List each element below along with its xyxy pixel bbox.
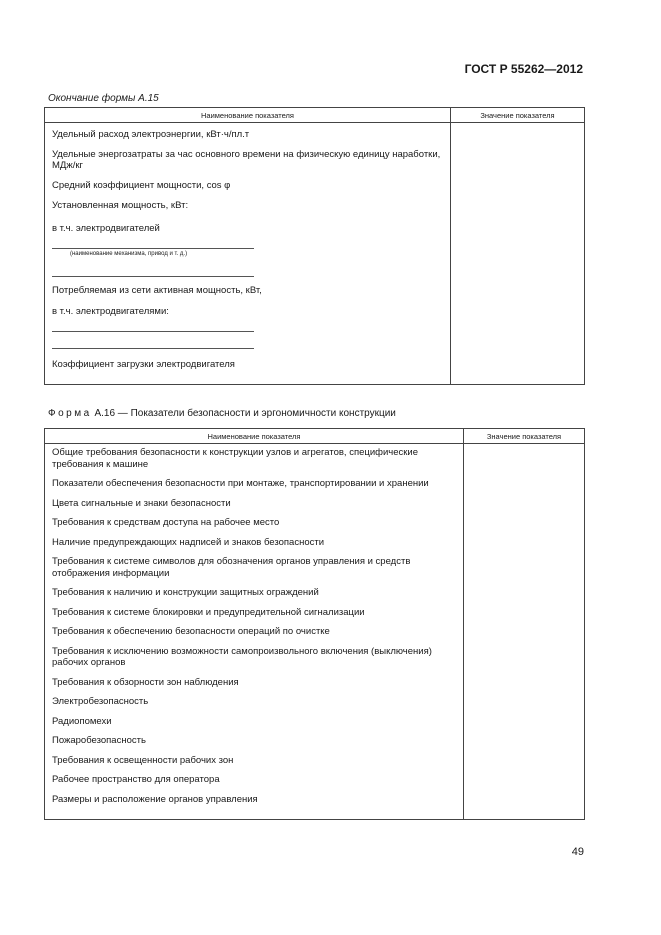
page-number: 49 bbox=[571, 846, 584, 858]
list-item: Размеры и расположение органов управления bbox=[52, 793, 258, 805]
list-item: Требования к системе блокировки и предупредительной сигнализации bbox=[52, 606, 365, 618]
blank-fill-line bbox=[52, 348, 254, 349]
list-item: Потребляемая из сети активная мощность, кВт, bbox=[52, 285, 262, 296]
standard-number: ГОСТ Р 55262—2012 bbox=[464, 62, 583, 76]
list-item: Требования к обзорности зон наблюдения bbox=[52, 676, 239, 688]
list-item: в т.ч. электродвигателями: bbox=[52, 305, 169, 317]
blank-fill-line bbox=[52, 331, 254, 332]
col-header-name: Наименование показателя bbox=[45, 429, 464, 444]
list-item: Удельные энергозатраты за час основного времени на физическую единицу наработки, МДж/кг bbox=[52, 148, 441, 171]
list-item: Требования к средствам доступа на рабочее место bbox=[52, 517, 280, 528]
blank-fill-line bbox=[52, 276, 254, 277]
list-item: Средний коэффициент мощности, cos φ bbox=[52, 179, 231, 191]
form-a16-caption bbox=[48, 408, 396, 419]
list-item: Коэффициент загрузки электродвигателя bbox=[52, 359, 235, 370]
value-cell bbox=[451, 123, 585, 385]
form-a15-caption: Окончание формы А.15 bbox=[48, 93, 159, 104]
caption-text: А.16 — Показатели безопасности и эргономичности конструкции bbox=[94, 408, 396, 419]
blank-line-note: (наименование механизма, привод и т. д.) bbox=[70, 251, 188, 257]
form-a16-table bbox=[44, 428, 585, 820]
list-item: Показатели обеспечения безопасности при монтаже, транспортировании и хранении bbox=[52, 478, 429, 489]
list-item: Требования к наличию и конструкции защитных ограждений bbox=[52, 587, 319, 598]
value-cell bbox=[464, 444, 585, 820]
list-item: в т.ч. электродвигателей bbox=[52, 222, 160, 234]
col-header-value: Значение показателя bbox=[464, 429, 585, 444]
list-item: Наличие предупреждающих надписей и знаков безопасности bbox=[52, 536, 325, 548]
list-item: Цвета сигнальные и знаки безопасности bbox=[52, 497, 231, 509]
list-item: Требования к исключению возможности самопроизвольного включения (выключения) рабочих органов bbox=[52, 645, 432, 668]
list-item: Требования к системе символов для обозначения органов управления и средств отображения информации bbox=[52, 556, 411, 579]
list-item: Пожаробезопасность bbox=[52, 735, 146, 746]
blank-fill-line bbox=[52, 248, 254, 249]
col-header-value: Значение показателя bbox=[451, 108, 585, 123]
list-item: Удельный расход электроэнергии, кВт·ч/пл.т bbox=[52, 129, 250, 140]
list-item: Требования к обеспечению безопасности операций по очистке bbox=[52, 626, 330, 637]
col-header-name: Наименование показателя bbox=[45, 108, 451, 123]
list-item: Радиопомехи bbox=[52, 715, 112, 727]
list-item: Установленная мощность, кВт: bbox=[52, 200, 189, 211]
caption-prefix: Форма bbox=[48, 408, 92, 419]
list-item: Общие требования безопасности к конструкции узлов и агрегатов, специфические требования к машине bbox=[52, 447, 418, 470]
form-a15-table bbox=[44, 107, 585, 385]
list-item: Рабочее пространство для оператора bbox=[52, 774, 220, 785]
list-item: Электробезопасность bbox=[52, 696, 149, 707]
list-item: Требования к освещенности рабочих зон bbox=[52, 754, 234, 766]
